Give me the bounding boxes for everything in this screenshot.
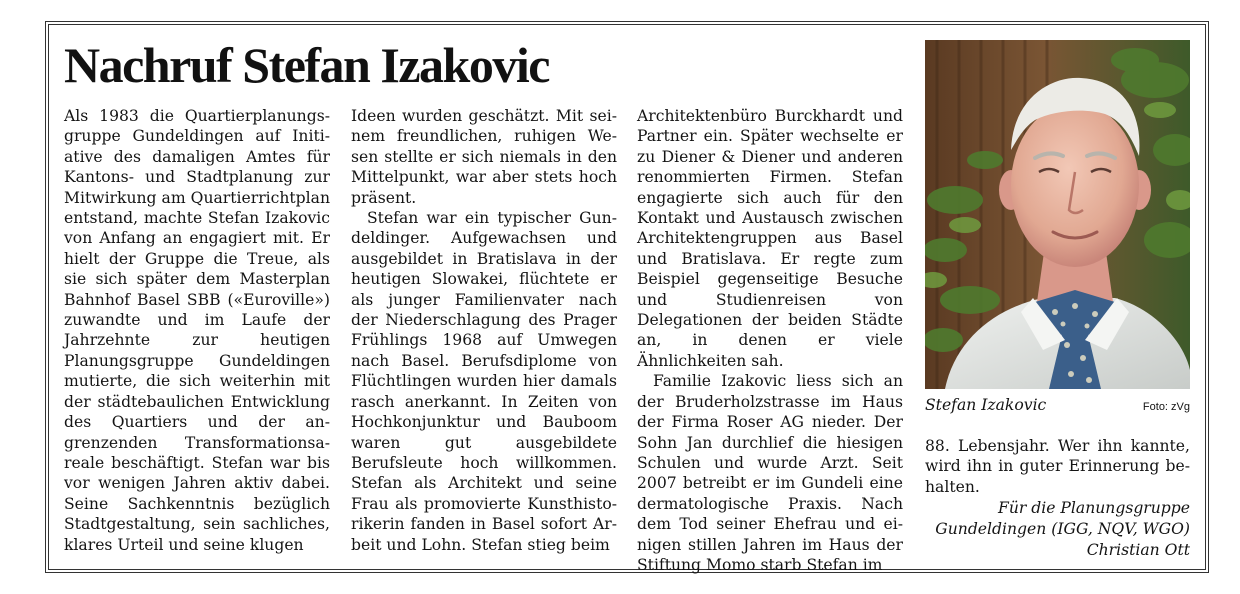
article-column-1 bbox=[64, 106, 330, 555]
photo-credit: Foto: zVg bbox=[1142, 401, 1190, 413]
paragraph: Ideen wurden geschätzt. Mit seinem freundlichen, ruhigen Wesen stellte er sich niemals in den Mittelpunkt, war aber stets hoch präsent. bbox=[351, 107, 617, 207]
portrait-illustration bbox=[925, 40, 1190, 389]
paragraph: 88. Lebensjahr. Wer ihn kannte, wird ihn in guter Erinnerung behalten. bbox=[925, 437, 1190, 496]
signature-line: Christian Ott bbox=[1086, 541, 1190, 559]
article-column-2 bbox=[351, 106, 617, 555]
portrait-photo bbox=[925, 40, 1190, 389]
article-column-4 bbox=[925, 436, 1190, 497]
photo-caption-row bbox=[925, 396, 1190, 418]
photo-caption: Stefan Izakovic bbox=[925, 396, 1047, 414]
signature-line: Gundeldingen (IGG, NQV, WGO) bbox=[935, 520, 1190, 538]
article-column-3 bbox=[637, 106, 903, 575]
article-headline: Nachruf Stefan Izakovic bbox=[64, 37, 549, 93]
author-signature bbox=[925, 498, 1190, 561]
paragraph: Familie Izakovic liess sich an der Bruderholzstrasse im Haus der Firma Roser AG nieder. Der Sohn Jan durchlief die hiesigen Schulen und wurde Arzt. Seit 2007 betreibt er im Gundeli eine dermatologische Praxis. Nach dem Tod seiner Ehefrau und einigen stillen Jahren im Haus der Stiftung Momo starb Stefan im bbox=[637, 372, 903, 574]
paragraph: Als 1983 die Quartierplanungsgruppe Gundeldingen auf Initiative des damaligen Amtes für Kantons- und Stadtplanung zur Mitwirkung am Quartierrichtplan entstand, machte Stefan Izakovic von Anfang an engagiert mit. Er hielt der Gruppe die Treue, als sie sich später dem Masterplan Bahnhof Basel SBB («Euroville») zuwandte und im Laufe der Jahrzehnte zur heutigen Planungsgruppe Gundeldingen mutierte, die sich weiterhin mit der städtebaulichen Entwicklung des Quartiers und der angrenzenden Transformationsareale beschäftigt. Stefan war bis vor wenigen Jahren aktiv dabei. Seine Sachkenntnis bezüglich Stadtgestaltung, sein sachliches, klares Urteil und seine klugen bbox=[64, 107, 330, 554]
paragraph: Stefan war ein typischer Gundeldinger. Aufgewachsen und ausgebildet in Bratislava in der heutigen Slowakei, flüchtete er als junger Familienvater nach der Niederschlagung des Prager Frühlings 1968 auf Umwegen nach Basel. Berufsdiplome von Flüchtlingen wurden hier damals rasch anerkannt. In Zeiten von Hochkonjunktur und Bauboom waren gut ausgebildete Berufsleute hoch willkommen. Stefan als Architekt und seine Frau als promovierte Kunsthistorikerin fanden in Basel sofort Arbeit und Lohn. Stefan stieg beim bbox=[351, 209, 617, 554]
paragraph: Architektenbüro Burckhardt und Partner ein. Später wechselte er zu Diener & Diener und anderen renommierten Firmen. Stefan engagierte sich auch für den Kontakt und Austausch zwischen Architektengruppen aus Basel und Bratislava. Er regte zum Beispiel gegenseitige Besuche und Studienreisen von Delegationen der beiden Städte an, in denen er viele Ähnlichkeiten sah. bbox=[637, 107, 903, 370]
signature-line: Für die Planungsgruppe bbox=[998, 499, 1190, 517]
